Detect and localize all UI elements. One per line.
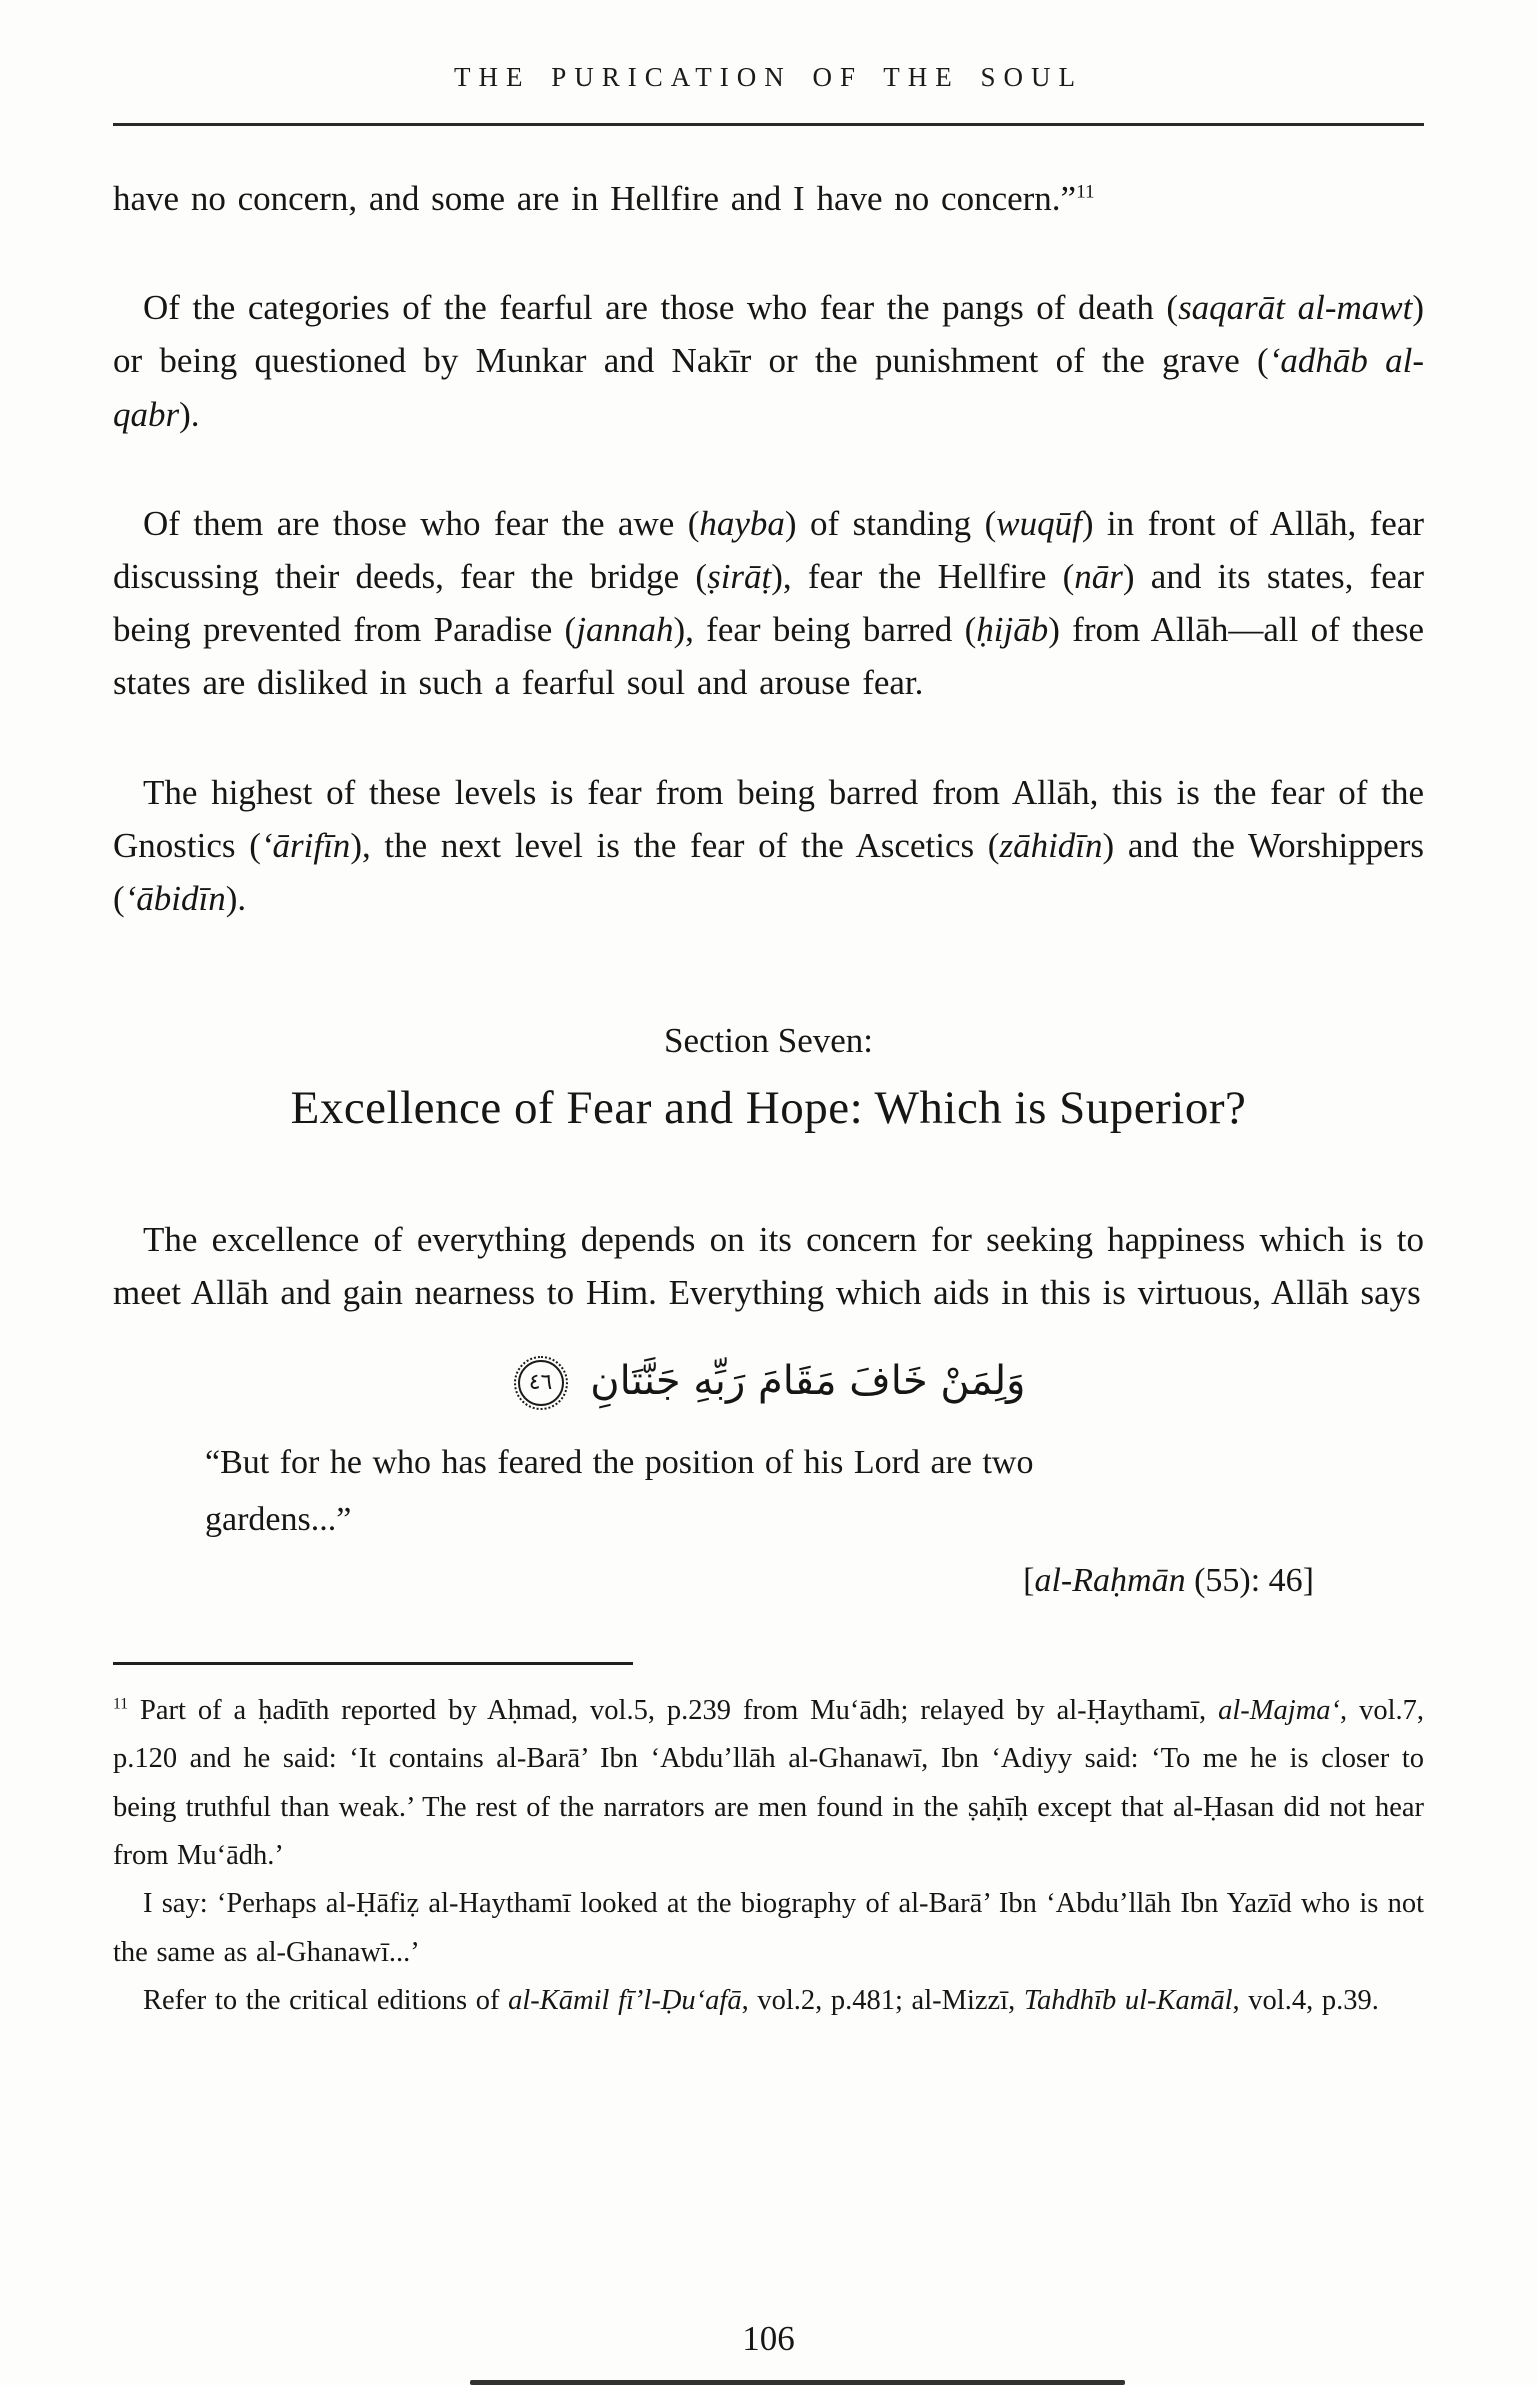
footnote-11-text: $^{11}$ Part of a ḥadīth reported by Aḥmad, vol.5, p.239 from Mu‘ādh; relayed by al-Ḥaythamī, al-Majma‘, vol.7, p.120 and he said: ‘It contains al-Barā’ Ibn ‘Abdu’llāh al-Ghanawī, Ibn ‘Adiyy said: ‘To me he is closer to being truthful than weak.’ The rest of the narrators are men found in the ṣaḥīḥ except that al-Ḥasan did not hear from Mu‘ādh.’ [113, 1694, 1424, 1871]
arabic-ayah-text: وَلِمَنْ خَافَ مَقَامَ رَبِّهِ جَنَّتَانِ [590, 1358, 1026, 1405]
quran-verse-arabic [113, 1353, 1424, 1409]
scan-artifact-line [470, 2380, 1125, 2385]
paragraph-those-who-fear-awe: Of them are those who fear the awe (hayba) of standing (wuqūf) in front of Allāh, fear discussing their deeds, fear the bridge (ṣirāṭ), fear the Hellfire (nār) and its states, fear being prevented from Paradise (jannah), fear being barred (ḥijāb) from Allāh—all of these states are disliked in such a fearful soul and arouse fear. [113, 503, 1425, 703]
section-heading [113, 1021, 1424, 1135]
ayah-number-marker: ٤٦ [518, 1360, 564, 1406]
page-body [113, 172, 1424, 1600]
section-title: Excellence of Fear and Hope: Which is Superior? [290, 1082, 1247, 1135]
paragraph-hadith-continuation: have no concern, and some are in Hellfire and I have no concern.”$^{11}$ [113, 179, 1095, 218]
paragraph-excellence-of-everything: The excellence of everything depends on its concern for seeking happiness which is to meet Allāh and gain nearness to Him. Everything which aids in this is virtuous, Allāh says [113, 1220, 1424, 1313]
footnote-section [113, 1662, 1424, 2026]
footnote-separator-rule [113, 1662, 633, 1665]
paragraph-categories-of-fearful: Of the categories of the fearful are those who fear the pangs of death (saqarāt al-mawt) or being questioned by Munkar and Nakīr or the punishment of the grave (‘adhāb al-qabr). [113, 288, 1424, 434]
translation-line-2: gardens...” [205, 1500, 352, 1538]
footnote-11-references: Refer to the critical editions of al-Kāmil fī’l-Ḍu‘afā, vol.2, p.481; al-Mizzī, Tahdhīb ul-Kamāl, vol.4, p.39. [143, 1985, 1379, 2017]
header-rule [113, 123, 1424, 126]
verse-translation-quote [205, 1435, 1424, 1547]
translation-line-1: “But for he who has feared the position of his Lord are two [205, 1444, 1034, 1482]
page-header [113, 62, 1424, 126]
section-number-label: Section Seven: [664, 1021, 873, 1061]
paragraph-highest-levels: The highest of these levels is fear from being barred from Allāh, this is the fear of the Gnostics (‘ārifīn), the next level is the fear of the Ascetics (zāhidīn) and the Worshippers (‘ābidīn). [113, 772, 1424, 918]
verse-citation: [al-Raḥmān (55): 46] [1023, 1561, 1314, 1599]
page-number: 106 [742, 2319, 795, 2358]
footnote-11-comment: I say: ‘Perhaps al-Ḥāfiẓ al-Haythamī looked at the biography of al-Barā’ Ibn ‘Abdu’llāh Ibn Yazīd who is not the same as al-Ghanawī...’ [113, 1888, 1424, 1968]
running-header-title: THE PURICATION OF THE SOUL [453, 62, 1083, 92]
